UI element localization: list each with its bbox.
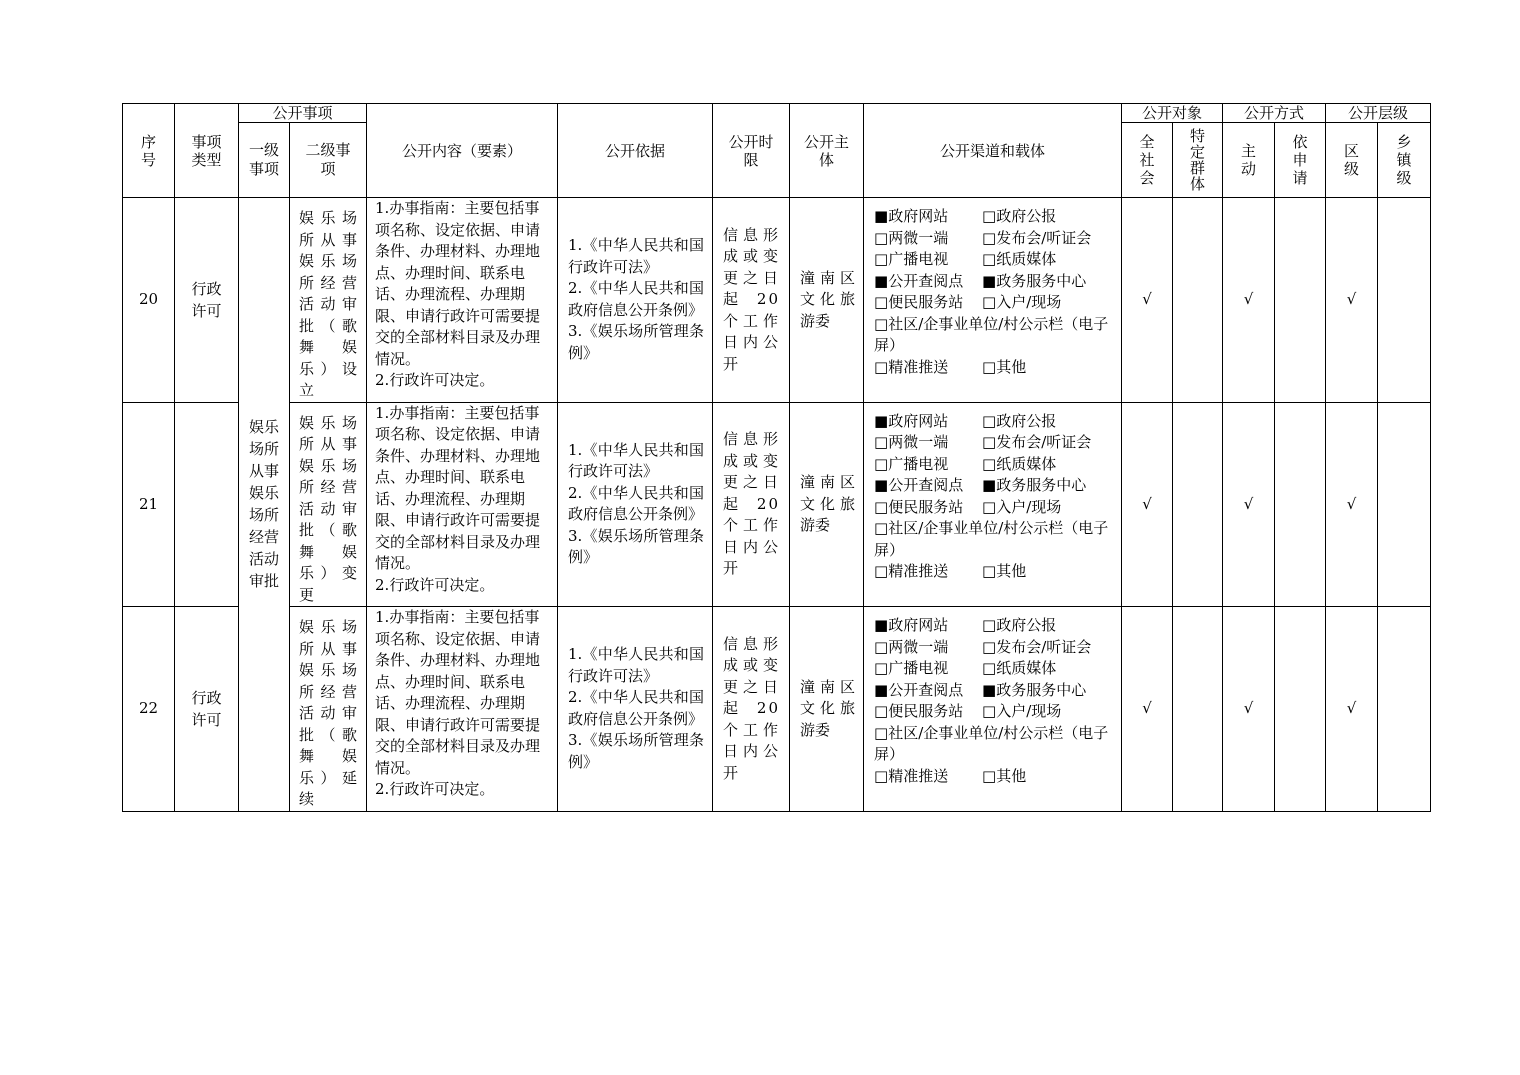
header-target-specific: 特定群体 <box>1173 123 1223 198</box>
channel-item: ■政府网站 <box>874 411 949 430</box>
channel-item: □发布会/听证会 <box>982 228 1092 247</box>
channel-item: ■政务服务中心 <box>982 680 1087 699</box>
channel-item: □精准推送 <box>874 562 949 580</box>
basis-2: 2.《中华人民共和国政府信息公开条例》 <box>568 483 705 524</box>
row-time-limit: 信息形成或变更之日起20个工作日内公开 <box>713 402 790 607</box>
row-seq: 21 <box>123 402 175 607</box>
row-item2: 娱乐场所从事娱乐场所经营活动审批（歌舞娱乐）设立 <box>290 198 367 403</box>
header-target-group: 公开对象 <box>1122 104 1223 123</box>
row-subject: 潼南区文化旅游委 <box>790 607 864 812</box>
channel-item: □政府公报 <box>982 207 1057 225</box>
disclosure-table <box>122 103 1431 812</box>
channel-item: □发布会/听证会 <box>982 433 1092 451</box>
channel-item: □其他 <box>982 766 1027 785</box>
channel-item: □入户/现场 <box>982 702 1062 720</box>
channel-item: ■政府网站 <box>874 207 949 225</box>
channel-item: □广播电视 <box>874 454 949 473</box>
row-level-district: √ <box>1326 198 1378 403</box>
row-type <box>175 402 239 607</box>
content-decision: 2.行政许可决定。 <box>375 371 495 389</box>
header-level-group: 公开层级 <box>1326 104 1431 123</box>
row-target-specific <box>1173 198 1223 403</box>
channel-item: □入户/现场 <box>982 497 1062 516</box>
row-level-district: √ <box>1326 402 1378 607</box>
header-mode-request: 依申请 <box>1275 123 1326 198</box>
row-mode-active: √ <box>1223 402 1275 607</box>
header-time-limit: 公开时限 <box>713 104 790 198</box>
row-target-specific <box>1173 607 1223 812</box>
basis-2: 2.《中华人民共和国政府信息公开条例》 <box>568 688 705 728</box>
channel-item: □广播电视 <box>874 250 949 268</box>
row-subject: 潼南区文化旅游委 <box>790 198 864 403</box>
basis-1: 1.《中华人民共和国行政许可法》 <box>568 645 705 685</box>
channel-item: □社区/企事业单位/村公示栏（电子屏） <box>874 519 1109 559</box>
row-level-town <box>1378 607 1431 812</box>
content-guide: 1.办事指南：主要包括事项名称、设定依据、申请条件、办理材料、办理地点、办理时间、联系电话、办理流程、办理期限、申请行政许可需要提交的全部材料目录及办理情况。 <box>375 199 541 368</box>
header-type: 事项类型 <box>175 104 239 198</box>
header-level-town: 乡镇级 <box>1378 123 1431 198</box>
row-channels <box>864 402 1122 607</box>
channel-item: ■公开查阅点 <box>874 680 964 699</box>
channel-item: □政府公报 <box>982 616 1057 634</box>
row-target-specific <box>1173 402 1223 607</box>
channel-item: ■政务服务中心 <box>982 271 1087 290</box>
level1-item: 娱乐场所从事娱乐场所经营活动审批 <box>239 198 290 812</box>
channel-item: □其他 <box>982 357 1027 376</box>
table-row <box>123 607 1431 812</box>
channel-item: □两微一端 <box>874 433 949 451</box>
header-seq: 序号 <box>123 104 175 198</box>
header-item-group: 公开事项 <box>239 104 367 123</box>
row-target-all: √ <box>1122 402 1173 607</box>
row-content <box>367 198 558 403</box>
row-basis <box>558 198 713 403</box>
row-mode-active: √ <box>1223 198 1275 403</box>
row-subject: 潼南区文化旅游委 <box>790 402 864 607</box>
content-guide: 1.办事指南：主要包括事项名称、设定依据、申请条件、办理材料、办理地点、办理时间、联系电话、办理流程、办理期限、申请行政许可需要提交的全部材料目录及办理情况。 <box>375 403 541 572</box>
channel-item: ■政务服务中心 <box>982 476 1087 494</box>
channel-item: □两微一端 <box>874 228 949 247</box>
header-mode-active: 主动 <box>1223 123 1275 198</box>
channel-item: □便民服务站 <box>874 497 964 516</box>
content-decision: 2.行政许可决定。 <box>375 780 495 798</box>
content-guide: 1.办事指南：主要包括事项名称、设定依据、申请条件、办理材料、办理地点、办理时间、联系电话、办理流程、办理期限、申请行政许可需要提交的全部材料目录及办理情况。 <box>375 608 541 777</box>
channel-item: □社区/企事业单位/村公示栏（电子屏） <box>874 723 1109 763</box>
row-level-district: √ <box>1326 607 1378 812</box>
channel-item: □纸质媒体 <box>982 250 1057 268</box>
header-channels: 公开渠道和载体 <box>864 104 1122 198</box>
header-level-district: 区级 <box>1326 123 1378 198</box>
row-mode-request <box>1275 198 1326 403</box>
table-row <box>123 402 1431 607</box>
row-item2: 娱乐场所从事娱乐场所经营活动审批（歌舞娱乐）延续 <box>290 607 367 812</box>
header-item-level1: 一级事项 <box>239 123 290 198</box>
channel-item: □政府公报 <box>982 411 1057 430</box>
row-time-limit: 信息形成或变更之日起20个工作日内公开 <box>713 198 790 403</box>
basis-3: 3.《娱乐场所管理条例》 <box>568 322 705 362</box>
channel-item: □发布会/听证会 <box>982 637 1092 656</box>
channel-item: □纸质媒体 <box>982 659 1057 677</box>
header-basis: 公开依据 <box>558 104 713 198</box>
row-mode-active: √ <box>1223 607 1275 812</box>
header-item-level2: 二级事项 <box>290 123 367 198</box>
channel-item: □纸质媒体 <box>982 454 1057 473</box>
row-seq: 22 <box>123 607 175 812</box>
header-content: 公开内容（要素） <box>367 104 558 198</box>
channel-item: □两微一端 <box>874 637 949 656</box>
row-target-all: √ <box>1122 607 1173 812</box>
channel-item: □精准推送 <box>874 357 949 376</box>
row-seq: 20 <box>123 198 175 403</box>
channel-item: □广播电视 <box>874 659 949 677</box>
channel-item: □便民服务站 <box>874 293 964 311</box>
row-content <box>367 402 558 607</box>
header-mode-group: 公开方式 <box>1223 104 1326 123</box>
basis-2: 2.《中华人民共和国政府信息公开条例》 <box>568 279 705 319</box>
row-item2: 娱乐场所从事娱乐场所经营活动审批（歌舞娱乐）变更 <box>290 402 367 607</box>
basis-1: 1.《中华人民共和国行政许可法》 <box>568 236 705 276</box>
basis-1: 1.《中华人民共和国行政许可法》 <box>568 440 705 481</box>
row-mode-request <box>1275 607 1326 812</box>
row-type: 行政许可 <box>175 607 239 812</box>
row-level-town <box>1378 198 1431 403</box>
row-mode-request <box>1275 402 1326 607</box>
row-channels <box>864 607 1122 812</box>
header-row-1 <box>123 104 1431 123</box>
content-decision: 2.行政许可决定。 <box>375 575 495 594</box>
header-subject: 公开主体 <box>790 104 864 198</box>
row-target-all: √ <box>1122 198 1173 403</box>
channel-item: ■公开查阅点 <box>874 476 964 494</box>
channel-item: □其他 <box>982 562 1027 580</box>
channel-item: □入户/现场 <box>982 293 1062 311</box>
row-time-limit: 信息形成或变更之日起20个工作日内公开 <box>713 607 790 812</box>
row-basis <box>558 607 713 812</box>
row-basis <box>558 402 713 607</box>
header-target-all: 全社会 <box>1122 123 1173 198</box>
table-row <box>123 198 1431 403</box>
basis-3: 3.《娱乐场所管理条例》 <box>568 526 705 567</box>
basis-3: 3.《娱乐场所管理条例》 <box>568 731 705 771</box>
row-level-town <box>1378 402 1431 607</box>
row-channels <box>864 198 1122 403</box>
channel-item: ■公开查阅点 <box>874 271 964 290</box>
channel-item: □精准推送 <box>874 766 949 785</box>
row-type: 行政许可 <box>175 198 239 403</box>
row-content <box>367 607 558 812</box>
channel-item: □便民服务站 <box>874 702 964 720</box>
channel-item: ■政府网站 <box>874 616 949 634</box>
channel-item: □社区/企事业单位/村公示栏（电子屏） <box>874 314 1109 354</box>
